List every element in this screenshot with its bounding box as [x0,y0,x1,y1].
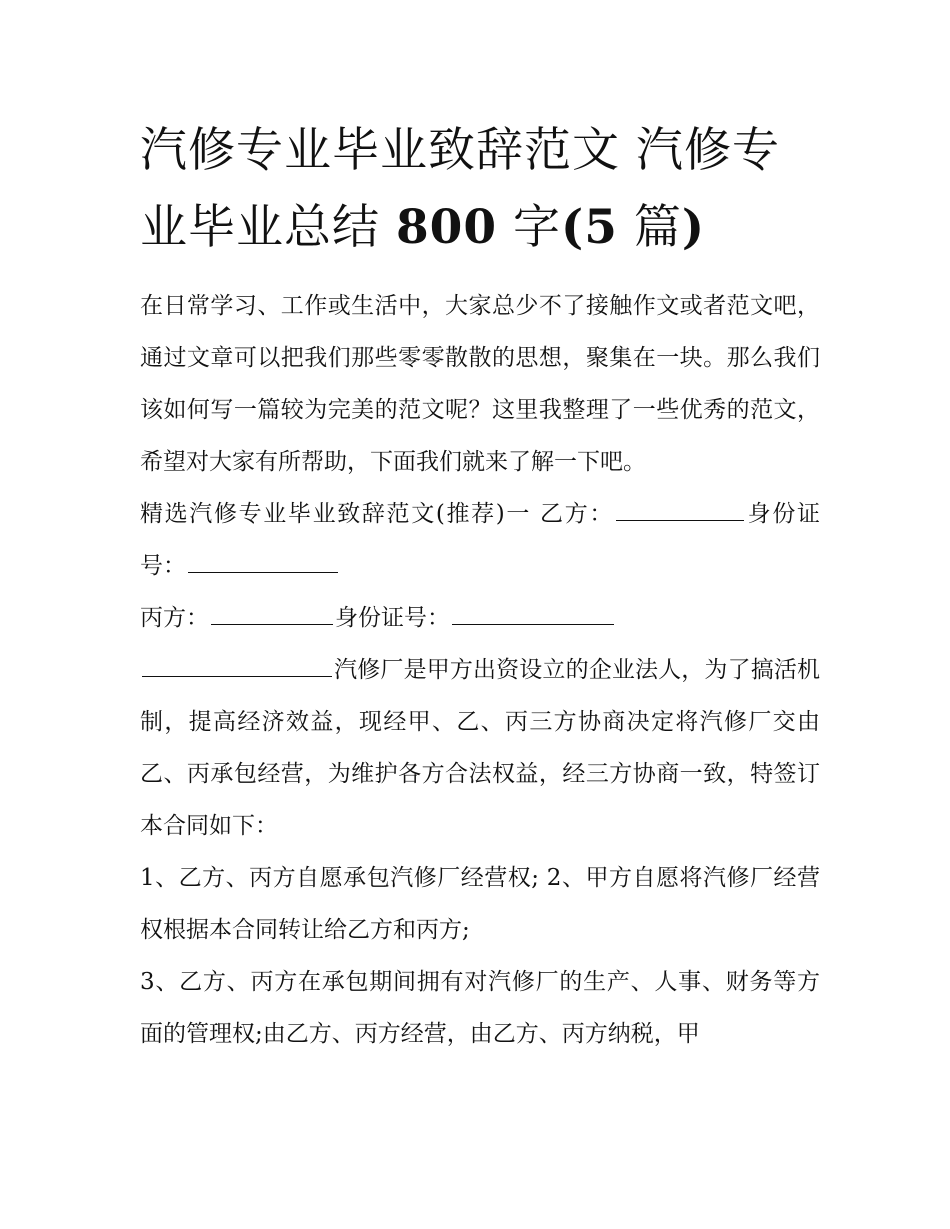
title-text-part-3: 篇 [617,200,682,255]
party-bing-name-blank [211,598,333,625]
party-bing-label: 丙方： [140,605,209,631]
company-paragraph-text: 汽修厂是甲方出资设立的企业法人，为了搞活机制，提高经济效益，现经甲、乙、丙三方协商决定将汽修厂交由乙、丙承包经营，为维护各方合法权益，经三方协商一致，特签订本合同如下： [140,657,820,839]
company-name-blank [142,650,332,677]
document-title [140,112,820,266]
party-yi-label: 精选汽修专业毕业致辞范文(推荐)一 乙方： [140,501,615,527]
clause-3: 3、乙方、丙方在承包期间拥有对汽修厂的生产、人事、财务等方面的管理权;由乙方、丙方经营，由乙方、丙方纳税，甲 [140,969,820,1047]
company-paragraph [140,644,820,852]
title-text-part-1: 汽修专业毕业致辞范文 汽修专业毕业总结 [140,123,780,255]
clause-1-2: 1、乙方、丙方自愿承包汽修厂经营权; 2、甲方自愿将汽修厂经营权根据本合同转让给乙方和丙方; [140,865,820,943]
intro-paragraph: 在日常学习、工作或生活中，大家总少不了接触作文或者范文吧，通过文章可以把我们那些零零散散的思想，聚集在一块。那么我们该如何写一篇较为完美的范文呢？这里我整理了一些优秀的范文，希望对大家有所帮助，下面我们就来了解一下吧。 [140,293,820,475]
document-body [140,280,820,1060]
title-word-count: 800 [395,200,498,255]
party-yi-name-blank [616,494,744,521]
party-yi-id-label: 身份证号： [140,501,820,579]
party-bing-id-blank [452,598,614,625]
title-count-close: ) [681,200,706,255]
party-bing-line [140,592,820,644]
party-bing-id-label: 身份证号： [335,605,450,631]
title-count-open: (5 [561,200,618,255]
party-yi-id-blank [188,546,338,573]
document-page [140,112,820,1060]
title-text-part-2: 字 [497,200,562,255]
party-yi-line [140,488,820,592]
